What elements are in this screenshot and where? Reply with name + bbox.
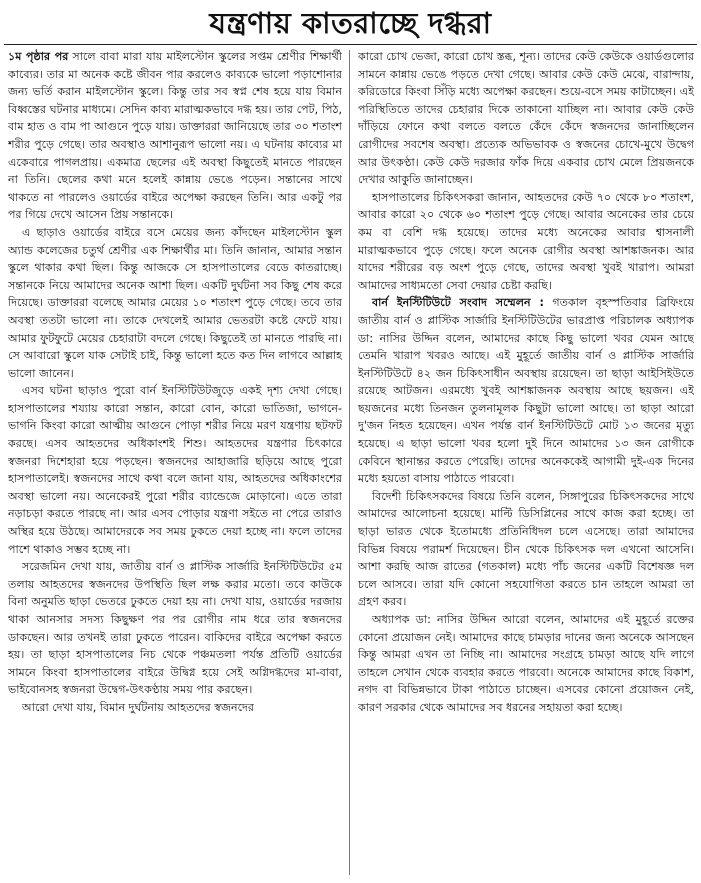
body-paragraph: অধ্যাপক ডা: নাসির উদ্দিন আরো বলেন, আমাদের এই মুহূর্তে রক্তের কোনো প্রয়োজন নেই। আমাদের কাছে চামড়ার দানের জন্য অনেকে আসছেন কিন্তু আমরা এখন তা নিচ্ছি না। আমাদের সংগ্রহে চামড়া আছে যদি লাগে তাহলে সেখান থেকে ব্যবহার করতে পারবো। অনেকে আমাদের কাছে বিকাশ, নগদ বা বিভিন্নভাবে টাকা পাঠাতে চাচ্ছেন। এসবের কোনো প্রয়োজন নেই, কারণ সরকার থেকে আমাদের সব ধরনের সহায়তা করা হচ্ছে। — [358, 613, 694, 714]
body-paragraph: এসব ঘটনা ছাড়াও পুরো বার্ন ইনস্টিটিউটজুড়ে একই দৃশ্য দেখা গেছে। হাসপাতালের শয্যায় কারো সন্তান, কারো বোন, কারো ভাতিজা, ভাগনে-ভাগনি কিংবা কারো আত্মীয় আগুনে পোড়া শরীর নিয়ে মরণ যন্ত্রণায় ছটফট করছে। এসব আহতদের অধিকাংশই শিশু। আহতদের যন্ত্রণার চিৎকারে স্বজনরা দিশেহারা হয়ে পড়ছেন। স্বজনদের আহাজারি ছড়িয়ে আছে পুরো হাসপাতালেই। স্বজনদের সাথে কথা বলে জানা যায়, আহতদের অধিকাংশের অবস্থা ভালো নয়। অনেকেরই পুরো শরীর ব্যান্ডেজে মোড়ানো। এতে তারা নড়াচড়া করতে পারছে না। আর এসব পোড়ার যন্ত্রণা সইতে না পেরে তারাও অস্থির হয়ে উঠছে। আমাদেরকে সব সময় ঢুকতে দেয়া হচ্ছে না। ফলে তাদের পাশে থাকাও সম্ভব হচ্ছে না। — [8, 384, 342, 556]
lead-paragraph — [8, 48, 342, 224]
subhead: বার্ন ইনস্টিটিউটে সংবাদ সম্মেলন : — [372, 296, 544, 310]
body-paragraph: এ ছাড়াও ওয়ার্ডের বাইরে বসে মেয়ের জন্য কাঁদছেন মাইলস্টোন স্কুল অ্যান্ড কলেজের চতুর্থ শ্রেণীর এক শিক্ষার্থীর মা। তিনি জানান, আমার সন্তান স্কুলে থাকার কথা ছিল। কিন্তু আজকে সে হাসপাতালের বেডে কাতরাচ্ছে। সন্তানকে নিয়ে আমাদের অনেক আশা ছিল। একটি দুর্ঘটনা সব কিছু শেষ করে দিয়েছে। ডাক্তাররা বলেছে আমার মেয়ের ১০ শতাংশ পুড়ে গেছে। তবে তার অবস্থা ততটা ভালো না। তাকে দেখলেই আমার ভেতরটা কষ্টে ফেটে যায়। আমার ফুটফুটে মেয়ের চেহারাটা বদলে গেছে। কিছুতেই তা মানতে পারছি না। সে আবারো স্কুলে যাক সেটাই চাই, কিন্তু ভালো হতে কত দিন লাগবে আল্লাহ ভালো জানেন। — [8, 225, 342, 380]
body-paragraph: হাসপাতালের চিকিৎসকরা জানান, আহতদের কেউ ৭০ থেকে ৮০ শতাংশ, আবার কারো ২০ থেকে ৬০ শতাংশ পুড়ে গেছে। আবার অনেকের তার চেয়ে কম বা বেশি দগ্ধ হয়েছে। তাদের মধ্যে অনেকের আবার শ্বাসনালী মারাত্মকভাবে পুড়ে গেছে। ফলে অনেক রোগীর অবস্থা আশঙ্কাজনক। আর যাদের শরীরের বড় অংশ পুড়ে গেছে, তাদের অবস্থা খুবই খারাপ। আমরা আমাদের সাধ্যমতো সেবা দেয়ার চেষ্টা করছি। — [358, 190, 694, 292]
jump-label: ১ম পৃষ্ঠার পর — [8, 50, 69, 63]
headline: যন্ত্রণায় কাতরাচ্ছে দগ্ধরা — [209, 6, 492, 40]
column-divider — [349, 50, 350, 875]
body-paragraph: কারো চোখ ভেজা, কারো চোখ স্তব্ধ, শূন্য। তাদের কেউ কেউকে ওয়ার্ডগুলোর সামনে কান্নায় ভেঙে পড়তে দেখা গেছে। আবার কেউ কেউ মেঝে, বারান্দায়, করিডোরে কিংবা সিঁড়ি মধ্যে অপেক্ষা করছেন। শুয়ে-বসে সময় কাটাচ্ছেন। এই পরিস্থিতিতে তাদের চেহারার দিকে তাকানো যাচ্ছিল না। আবার কেউ কেউ দাঁড়িয়ে ফোনে কথা বলতে বলতে কেঁদে কেঁদে স্বজনদের জানাচ্ছিলেন রোগীদের সবশেষ অবস্থা। প্রত্যেক অভিভাবক ও স্বজনের চোখে-মুখে উদ্বেগ আর উৎকণ্ঠা। কেউ কেউ দরজার ফাঁক দিয়ে একবার চোখ মেলে প্রিয়জনকে দেখার আকুতি জানাচ্ছেন। — [358, 50, 694, 187]
lead-text: সালে বাবা মারা যায় মাইলস্টোন স্কুলের সপ্তম শ্রেণীর শিক্ষার্থী কাব্যের। তার মা অনেক কষ্টে জীবন পার করলেও কাব্যকে ভালো পড়াশোনার জন্য ভর্তি করান মাইলস্টোন স্কুলে। কিন্তু তার সব স্বপ্ন শেষ হয়ে যায় বিমান বিধ্বস্তের ঘটনার মাধ্যমে। সেদিন কাব্য মারাত্মকভাবে দগ্ধ হয়। তার পেট, পিঠ, বাম হাত ও বাম পা আগুনে পুড়ে যায়। ডাক্তাররা জানিয়েছে তার ৩০ শতাংশ শরীর পুড়ে গেছে। তার অবস্থাও আশানুরূপ ভালো নয়। এ ঘটনায় কাব্যের মা একেবারে পাগলপ্রায়। একমাত্র ছেলের এই অবস্থা কিছুতেই মানতে পারছেন না তিনি। ছেলের কথা মনে হলেই কান্নায় ভেঙে পড়েন। সন্তানের সাথে থাকতে না পারলেও ওয়ার্ডের বাইরে অপেক্ষা করছেন তিনি। আর একটু পর পর গিয়ে দেখে আসেন প্রিয় সন্তানকে। — [8, 50, 342, 222]
body-paragraph: আরো দেখা যায়, বিমান দুর্ঘটনায় আহতদের স্বজনদের — [22, 700, 254, 714]
left-column — [8, 48, 342, 877]
subhead-text: গতকাল বৃহস্পতিবার ব্রিফিংয়ে জাতীয় বার্ন ও প্লাস্টিক সার্জারি ইনস্টিটিউটের ভারপ্রাপ্ত পরিচালক অধ্যাপক ডা: নাসির উদ্দিন বলেন, আমাদের কাছে কিছু ভালো খবর যেমন আছে তেমনি খারাপ খবরও আছে। এই মুহূর্তে জাতীয় বার্ন ও প্লাস্টিক সার্জারি ইনস্টিটিউটে ৪২ জন চিকিৎসাধীন অবস্থায় রয়েছেন। তা ছাড়া আইসিইউতে রয়েছে আটজন। এরমধ্যে খুবই আশঙ্কাজনক অবস্থায় আছে ছয়জন। এই ছয়জনের মধ্যে তিনজন তুলনামূলক কিছুটা ভালো আছে। তা ছাড়া আরো দু'জন নিহত হয়েছেন। এখন পর্যন্ত বার্ন ইনস্টিটিউটে মোট ১৩ জনের মৃত্যু হয়েছে। এ ছাড়া ভালো খবর হলো দুই দিনে আমাদের ১৩ জন রোগীকে কেবিনে স্থানান্তর করতে পেরেছি। তাদের অনেককেই আগামী দুই-এক দিনের মধ্যে হয়তো বাসায় পাঠাতে পারবো। — [358, 296, 694, 486]
right-column — [358, 48, 694, 877]
subhead-paragraph — [358, 294, 694, 488]
body-paragraph: সরেজমিন দেখা যায়, জাতীয় বার্ন ও প্লাস্টিক সার্জারি ইনস্টিটিউটের ৫ম তলায় আহতদের স্বজনদের উপস্থিতি ছিল লক্ষ করার মতো। তবে কাউকে বিনা অনুমতি ছাড়া ভেতরে ঢুকতে দেয়া হয় না। দেখা যায়, ওয়ার্ডের দরজায় থাকা আনসার সদস্য কিছুক্ষণ পর পর রোগীর নাম ধরে তার স্বজনদের ডাকছেন। আর তখনই তারা ঢুকতে পারেন। বাকিদের বাইরে অপেক্ষা করতে হয়। তা ছাড়া হাসপাতালের নিচ থেকে পঞ্চমতলা পর্যন্ত প্রতিটি ওয়ার্ডের সামনে কিংবা হাসপাতালের বাইরে উদ্বিগ্ন হয়ে সেই অগ্নিদগ্ধদের মা-বাবা, ভাইবোনসহ স্বজনরা উদ্বেগ-উৎকণ্ঠায় সময় পার করছেন। — [8, 560, 342, 697]
body-paragraph: বিদেশী চিকিৎসকদের বিষয়ে তিনি বলেন, সিঙ্গাপুরের চিকিৎসকদের সাথে আমাদের আলোচনা হয়েছে। মাল্টি ডিসিপ্লিনের সাথে কাজ করা হচ্ছে। তা ছাড়া ভারত থেকে ইতোমধ্যে প্রতিনিধিদল চলে এসেছে। তারা আমাদের বিভিন্ন বিষয়ে পরামর্শ দিয়েছেন। চীন থেকে চিকিৎসক দল এখনো আসেনি। আশা করছি আজ রাতের (গতকাল) মধ্যে পাঁচ জনের একটি বিশেষজ্ঞ দল চলে আসবে। তারা যদি কোনো সহযোগিতা করতে চান তাহলে আমরা তা গ্রহণ করব। — [358, 489, 694, 609]
headline-rule — [4, 44, 697, 45]
